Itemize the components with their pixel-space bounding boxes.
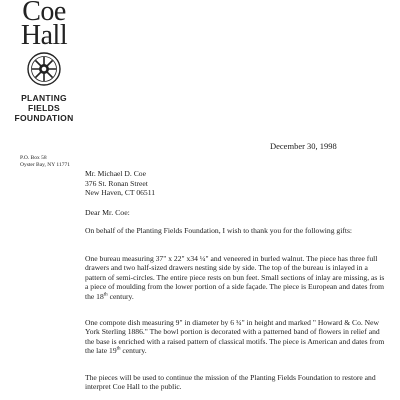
recipient-city: New Haven, CT 06511 [85,188,156,198]
paragraph-compote [85,318,385,356]
logo-name-line2: Hall [20,20,68,51]
bureau-text: One bureau measuring 37" x 22" x34 ¼" and veneered in burled walnut. The piece has three full drawers and two half-sized drawers nesting side by side. The top of the bureau is inlayed in a pattern of semi-circles. The entire piece rests on bun feet. Small sections of inlay are missing, as is a piece of moulding from the lower portion of a side façade. The piece is European and dates from the 18 [85,254,385,301]
address-line-1: P.O. Box 58 [20,155,47,161]
paragraph-mission: The pieces will be used to continue the mission of the Planting Fields Foundation to restore and interpret Coe Hall to the public. [85,373,376,392]
logo-name-line1: Coe [22,0,66,27]
bureau-ordinal: th [103,292,108,298]
foundation-line-2: FIELDS [27,103,61,113]
recipient-street: 376 St. Ronan Street [85,178,148,188]
compote-text-end: century. [120,346,147,356]
recipient-name: Mr. Michael D. Coe [85,169,146,178]
address-line-2: Oyster Bay, NY 11771 [20,162,70,168]
foundation-line-1: PLANTING [21,93,67,103]
compote-ordinal: th [116,346,121,352]
paragraph-intro: On behalf of the Planting Fields Foundation, I wish to thank you for the following gifts: [85,226,353,235]
letter-date: December 30, 1998 [270,141,337,151]
paragraph-bureau [85,254,385,301]
salutation: Dear Mr. Coe: [85,208,130,217]
foundation-line-3: FOUNDATION [14,113,74,123]
letterhead-address [20,155,70,169]
recipient-block [85,169,155,198]
bureau-text-end: century. [107,291,134,301]
compote-text: One compote dish measuring 9" in diameter by 6 ¾" in height and marked " Howard & Co. New York Sterling 1886." The bowl portion is decorated with a patterned band of flowers in relief and the base is enriched with a raised pattern of classical motifs. The piece is American and dates from the late 19 [85,318,385,356]
letterhead-logo [8,0,80,123]
seal-icon [27,52,61,86]
